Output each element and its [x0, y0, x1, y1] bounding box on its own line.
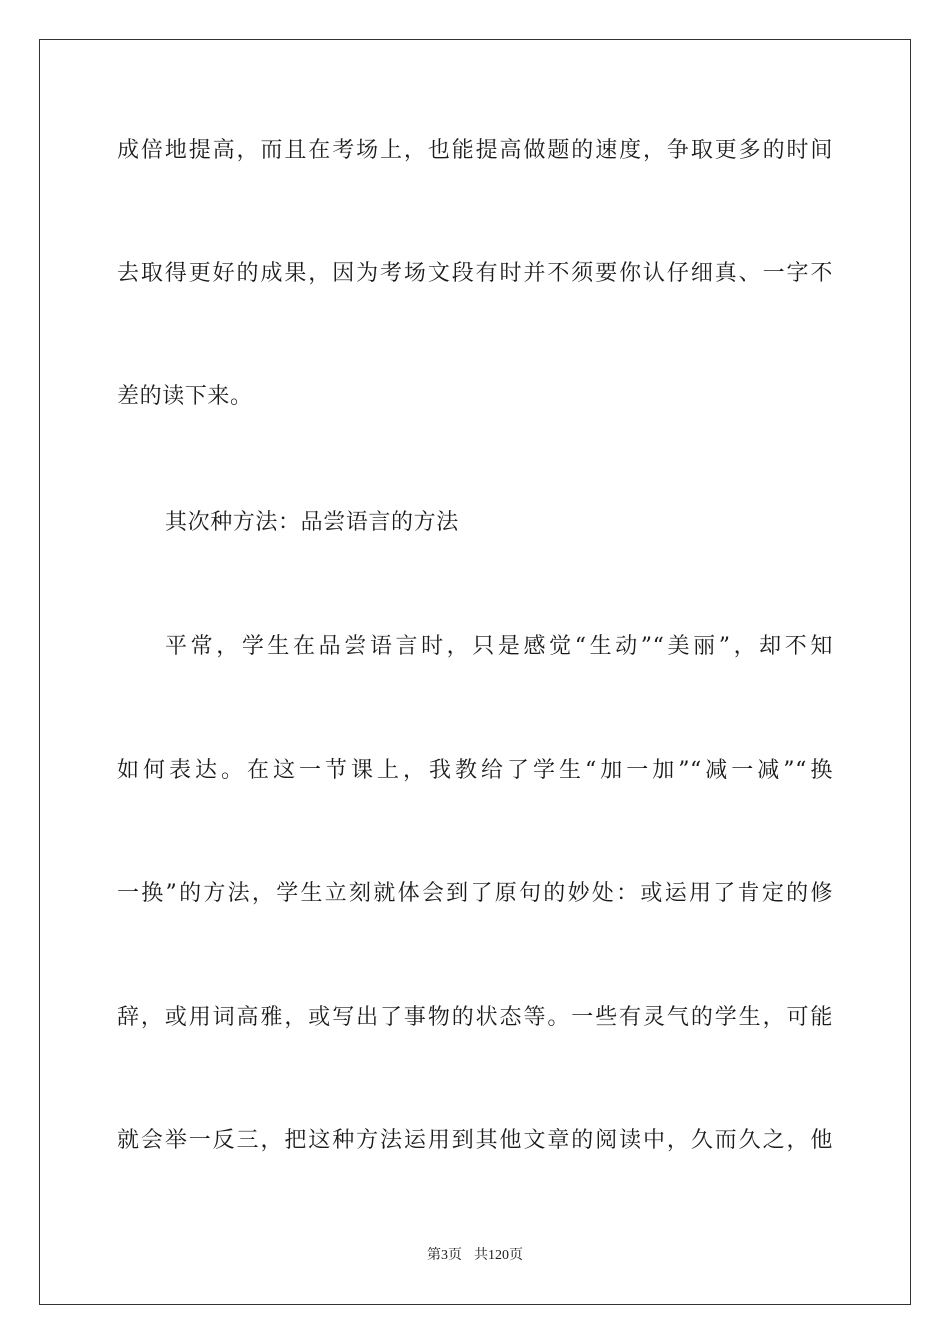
section-heading: 其次种方法：品尝语言的方法 [165, 510, 459, 535]
body-line-5: 平常，学生在品尝语言时，只是感觉“生动”“美丽”，却不知 [165, 634, 833, 659]
body-line-6: 如何表达。在这一节课上，我教给了学生“加一加”“减一减”“换 [117, 758, 833, 783]
body-line-2: 去取得更好的成果，因为考场文段有时并不须要你认仔细真、一字不 [117, 261, 833, 286]
body-line-1: 成倍地提高，而且在考场上，也能提高做题的速度，争取更多的时间 [117, 138, 833, 163]
body-line-9: 就会举一反三，把这种方法运用到其他文章的阅读中，久而久之，他 [117, 1128, 833, 1153]
page-number: 第3页 [427, 1248, 462, 1263]
page-border [39, 39, 911, 1305]
page-total: 共120页 [474, 1248, 523, 1263]
body-line-8: 辞，或用词高雅，或写出了事物的状态等。一些有灵气的学生，可能 [117, 1005, 833, 1030]
body-line-7: 一换”的方法，学生立刻就体会到了原句的妙处：或运用了肯定的修 [117, 881, 833, 906]
page-footer [0, 1247, 950, 1265]
body-line-3: 差的读下来。 [117, 384, 253, 409]
